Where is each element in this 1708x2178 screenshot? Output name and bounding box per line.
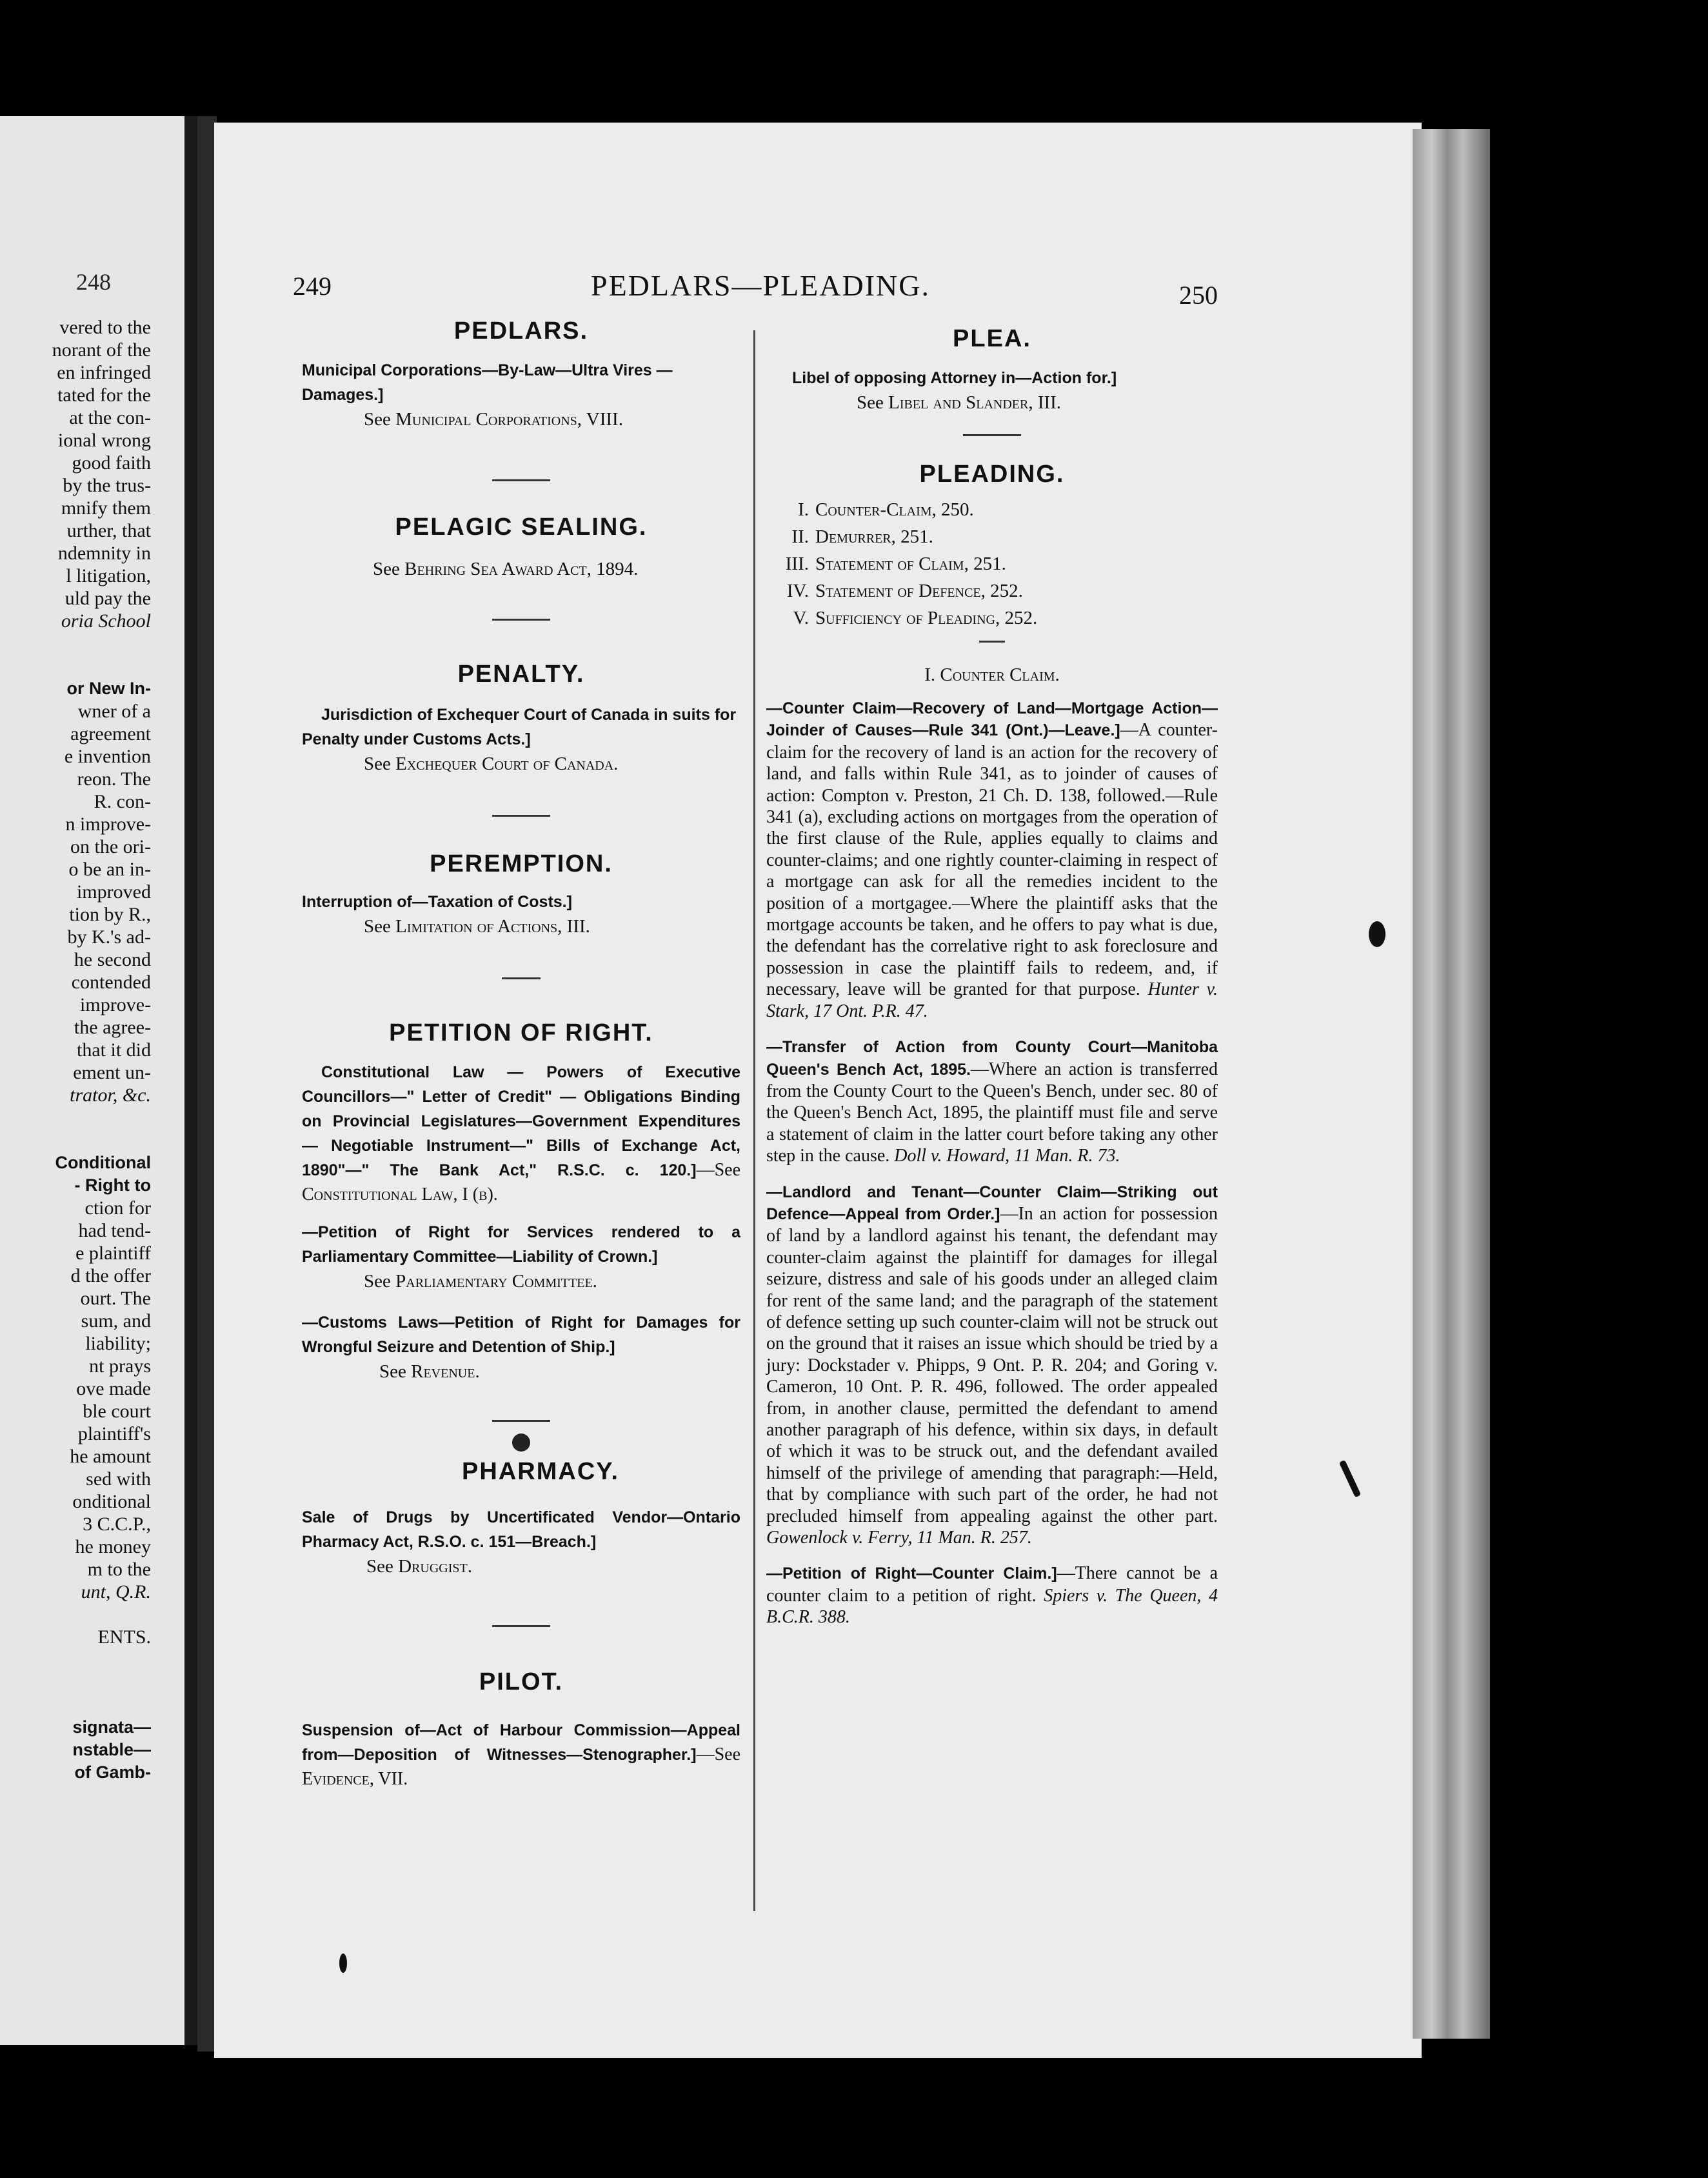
left-page-line: vered to the [59, 317, 151, 338]
paragraph-landlord-tenant: —Landlord and Tenant—Counter Claim—Striking out Defence—Appeal from Order.]—In an action for possession of land by a landlord against his tenant, the defendant may counter-claim against the plaintiff for damages for illegal seizure, distress and sale of his goods under an alleged claim for rent of the same land; and the paragraph of the statement of defence setting up such counter-claim will not be struck out on the ground that it raises an issue which should be tried by a jury: Dockstader v. Phipps, 9 Ont. P. R. 204; and Goring v. Cameron, 10 Ont. P. R. 496, followed. The order appealed from, in another clause, permitted the defendant to amend another paragraph of his defence, within six days, in default of which it was to be struck out, and the defendant availed himself of the privilege of amending that paragraph:—Held, that by compliance with such part of the order, he had not precluded himself from appealing against the other part. Gowenlock v. Ferry, 11 Man. R. 257. [766, 1183, 1218, 1548]
topic-pharmacy: Sale of Drugs by Uncertificated Vendor—Ontario Pharmacy Act, R.S.O. c. 151—Breach.] [302, 1508, 740, 1551]
left-page-line: he amount [70, 1446, 151, 1467]
entry-penalty [302, 661, 740, 776]
left-page-line: nstable— [72, 1740, 151, 1759]
left-page-line: liability; [85, 1333, 151, 1354]
entry-plea [766, 325, 1218, 415]
topic-pedlars: Municipal Corporations—By-Law—Ultra Vires —Damages.] [302, 361, 673, 404]
ink-blot [1369, 921, 1385, 947]
heading-penalty: PENALTY. [457, 661, 585, 688]
left-page-line: ove made [76, 1378, 151, 1399]
left-page-line: ction for [84, 1197, 151, 1219]
heading-petition-of-right: PETITION OF RIGHT. [389, 1019, 653, 1046]
entry-pilot [302, 1668, 740, 1792]
left-page-line: by K.'s ad- [67, 926, 151, 948]
rule [492, 619, 550, 621]
left-page-line: ENTS. [97, 1626, 151, 1648]
left-page-line: urther, that [66, 520, 151, 541]
left-page-line: ourt. The [80, 1288, 151, 1309]
heading-pedlars: PEDLARS. [453, 317, 589, 345]
topic-petition-customs: —Customs Laws—Petition of Right for Damages for Wrongful Seizure and Detention of Ship.] [302, 1314, 740, 1356]
left-page-line: e plaintiff [75, 1243, 151, 1264]
left-page-line [0, 1129, 151, 1152]
page-edges [1413, 129, 1490, 2039]
topic-pilot: Suspension of—Act of Harbour Commission—Appeal from—Deposition of Witnesses—Stenographer.]—See Evidence, VII. [302, 1721, 740, 1789]
left-page-line: 3 C.C.P., [83, 1514, 151, 1535]
left-page-line: signata— [72, 1717, 151, 1737]
left-page-line: en infringed [57, 362, 151, 383]
left-page-line: ional wrong [57, 430, 151, 451]
left-page-line: tion by R., [69, 904, 151, 925]
entry-pedlars [302, 317, 740, 432]
pleading-contents [766, 496, 1218, 632]
left-page-line: nt prays [89, 1355, 151, 1377]
left-page-line: unt, Q.R. [81, 1581, 151, 1603]
ornament-icon [512, 1434, 530, 1452]
paragraph-petition-of-right: —Petition of Right—Counter Claim.]—There cannot be a counter claim to a petition of right. Spiers v. The Queen, 4 B.C.R. 388. [766, 1563, 1218, 1628]
left-page-line: d the offer [70, 1265, 151, 1286]
left-page-line: ble court [83, 1401, 151, 1422]
topic-petition-services: —Petition of Right for Services rendered to a Parliamentary Committee—Liability of Crown.] [302, 1223, 740, 1266]
see-peremption: See Limitation of Actions, III. [364, 916, 590, 937]
left-gutter [184, 116, 197, 2045]
left-column [302, 317, 740, 1792]
paragraph-counter-claim: —Counter Claim—Recovery of Land—Mortgage Action—Joinder of Causes—Rule 341 (Ont.)—Leave.]—A counter-claim for the recovery of land is an action for the recovery of land, and falls within Rule 341, as to joinder of causes of action: Compton v. Preston, 21 Ch. D. 138, followed.—Rule 341 (a), excluding actions on mortgages from the operation of the first clause of the Rule, applies equally to claims and counter-claims; and one rightly counter-claiming in respect of a mortgage can ask for all the remedies incident to the position of a mortgagee.—Where the plaintiff asks that the mortgage accounts be taken, and he offers to pay what is due, the defendant has the correlative right to ask foreclosure and possession in case the plaintiff fails to redeem, and, if necessary, leave will be granted for that purpose. Hunter v. Stark, 17 Ont. P.R. 47. [766, 699, 1218, 1021]
left-page-line [0, 1603, 151, 1626]
left-page-line: contended [71, 972, 151, 993]
toc-item: III. Statement of Claim, 251. [785, 554, 1006, 574]
left-page-line: sum, and [81, 1310, 151, 1332]
left-page-line: the agree- [74, 1017, 151, 1038]
rule [492, 1420, 550, 1422]
left-page-line: e invention [64, 746, 151, 767]
toc-item: I. Counter-Claim, 250. [798, 499, 974, 520]
left-page-line: at the con- [69, 407, 151, 428]
left-page-line: ement un- [73, 1062, 151, 1083]
left-page-line [0, 655, 151, 677]
rule [963, 434, 1021, 436]
left-page-line: or New In- [66, 679, 151, 698]
entry-pleading [766, 461, 1218, 1628]
left-page-line: he second [74, 949, 151, 970]
left-page-line [0, 1693, 151, 1716]
see-parliamentary-committee: See Parliamentary Committee. [364, 1271, 597, 1292]
topic-petition-constitutional: Constitutional Law — Powers of Executive Councillors—" Letter of Credit" — Obligations Binding on Provincial Legislatures—Government Expenditures — Negotiable Instrument—" Bills of Exchange Act, 1890"—" The Bank Act," R.S.C. c. 120.]—See Constitutional Law, I (b). [302, 1063, 740, 1204]
see-libel: See Libel and Slander, III. [857, 392, 1062, 413]
left-page-line: uld pay the [65, 588, 151, 609]
left-page-line: reon. The [77, 768, 151, 790]
header-title: PEDLARS—PLEADING. [591, 269, 930, 302]
rule [492, 815, 550, 817]
left-page-fragment [0, 116, 194, 2045]
left-page-line: m to the [87, 1559, 151, 1580]
left-page-line: improved [77, 881, 151, 903]
see-druggist: See Druggist. [366, 1556, 472, 1577]
left-page-text [0, 316, 151, 1784]
rule [979, 641, 1005, 643]
heading-peremption: PEREMPTION. [430, 850, 613, 877]
entry-pelagic-sealing [302, 514, 740, 581]
section-title: I. Counter Claim. [924, 664, 1060, 685]
toc-item: II. Demurrer, 251. [791, 526, 933, 547]
heading-plea: PLEA. [953, 325, 1031, 352]
left-page-line: had tend- [78, 1220, 151, 1241]
heading-pilot: PILOT. [479, 1668, 564, 1695]
rule [492, 479, 550, 481]
column-divider [753, 330, 755, 1911]
left-page-number: 248 [76, 269, 111, 295]
toc-item: IV. Statement of Defence, 252. [786, 581, 1023, 601]
left-page-line: wner of a [77, 701, 151, 722]
left-page-line: sed with [86, 1468, 151, 1490]
left-page-line: plaintiff's [77, 1423, 151, 1444]
toc-item: V. Sufficiency of Pleading, 252. [793, 608, 1038, 628]
entry-peremption [302, 850, 740, 939]
heading-pleading: PLEADING. [919, 461, 1065, 488]
see-pelagic-sealing: See Behring Sea Award Act, 1894. [373, 559, 639, 579]
left-page-line [0, 1106, 151, 1129]
left-page-line: onditional [72, 1491, 151, 1512]
left-page-line: norant of the [52, 339, 151, 361]
header-page-right: 250 [1179, 281, 1218, 310]
see-penalty: See Exchequer Court of Canada. [364, 754, 619, 774]
right-column [766, 317, 1218, 1628]
topic-plea: Libel of opposing Attorney in—Action for.] [792, 369, 1117, 387]
left-page-line: o be an in- [68, 859, 151, 880]
left-page-line: oria School [61, 610, 151, 632]
topic-penalty: Jurisdiction of Exchequer Court of Canada in suits for Penalty under Customs Acts.] [302, 706, 737, 748]
entry-petition-of-right [302, 1019, 740, 1384]
rule [502, 977, 541, 979]
left-page-line: l litigation, [66, 565, 151, 586]
topic-peremption: Interruption of—Taxation of Costs.] [302, 893, 572, 911]
left-page-line: by the trus- [63, 475, 151, 496]
left-page-line: R. con- [94, 791, 151, 812]
left-page-line: he money [75, 1536, 151, 1557]
left-page-line: n improve- [65, 814, 151, 835]
rule [492, 1625, 550, 1627]
header-page-left: 249 [293, 272, 332, 301]
heading-pharmacy: PHARMACY. [462, 1458, 619, 1485]
left-page-line: that it did [77, 1039, 151, 1061]
left-page-line: on the ori- [70, 836, 151, 857]
left-page-line: ndemnity in [57, 543, 151, 564]
left-page-line: good faith [72, 452, 151, 474]
left-page-line: of Gamb- [74, 1763, 151, 1782]
ink-blot [339, 1953, 347, 1973]
left-page-line [0, 632, 151, 655]
heading-pelagic-sealing: PELAGIC SEALING. [395, 514, 648, 541]
left-page-line: improve- [80, 994, 151, 1015]
paragraph-transfer-of-action: —Transfer of Action from County Court—Manitoba Queen's Bench Act, 1895.—Where an action is transferred from the County Court to the Queen's Bench, under sec. 80 of the Queen's Bench Act, 1895, the plaintiff must file and serve a statement of claim in the latter court before taking any other step in the cause. Doll v. Howard, 11 Man. R. 73. [766, 1038, 1218, 1166]
left-page-line: trator, &c. [70, 1084, 151, 1106]
left-page-line: agreement [70, 723, 151, 744]
entry-pharmacy [302, 1434, 740, 1579]
left-page-line: tated for the [57, 385, 151, 406]
left-page-line [0, 1648, 151, 1671]
left-page-line: - Right to [74, 1175, 151, 1195]
running-header [214, 271, 1422, 310]
left-page-line: Conditional [55, 1153, 151, 1172]
see-pedlars: See Municipal Corporations, VIII. [364, 409, 623, 430]
left-page-line: mnify them [61, 497, 151, 519]
left-page-line [0, 1671, 151, 1693]
see-revenue: See Revenue. [379, 1361, 480, 1382]
